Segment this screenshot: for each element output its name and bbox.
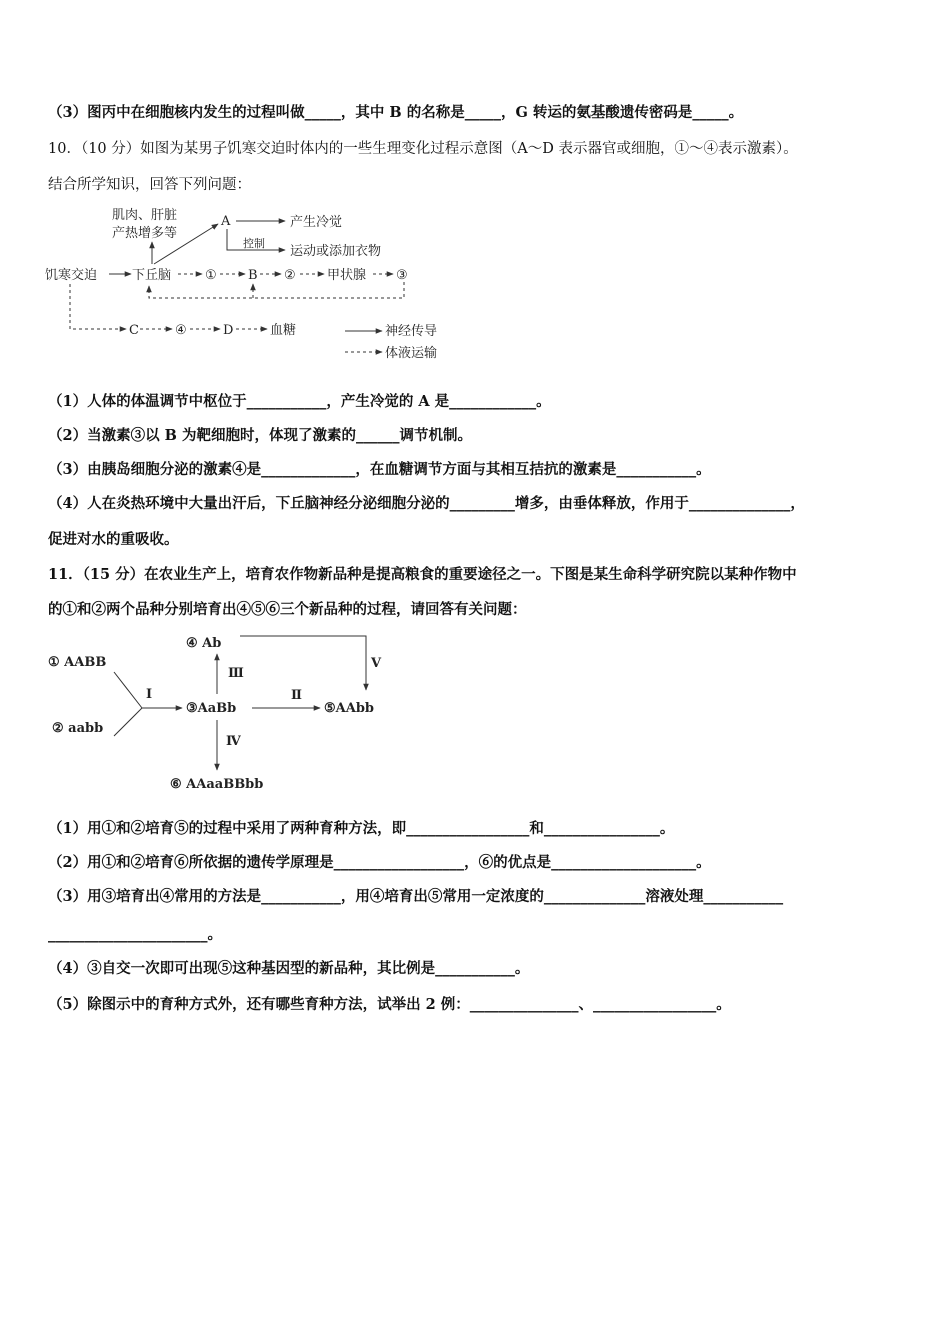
hormone-3: ③ xyxy=(396,268,408,283)
variety-6: ⑥ AAaaBBbb xyxy=(170,777,264,792)
blood-sugar-label: 血糖 xyxy=(270,323,297,338)
control-label: 控制 xyxy=(243,237,265,250)
q10-part3: （3）由胰岛细胞分泌的激素④是_____________，在血糖调节方面与其相互拮抗的激素是___________。 xyxy=(48,461,711,478)
q11-header: 11．（15 分）在农业生产上，培育农作物新品种是提高粮食的重要途径之一。下图是某生命科学研究院以某种作物中 xyxy=(48,566,797,583)
q11-part3: （3）用③培育出④常用的方法是___________，用④培育出⑤常用一定浓度的______________溶液处理___________ xyxy=(48,888,784,905)
route-5: Ⅴ xyxy=(371,656,382,671)
q11-part5: （5）除图示中的育种方式外，还有哪些育种方法，试举出 2 例：_______________、_________________。 xyxy=(48,996,731,1013)
hungry-cold-label: 饥寒交迫 xyxy=(45,268,98,283)
q11-part3-cont: ______________________。 xyxy=(48,926,222,943)
legend-fluid-label: 体液运输 xyxy=(385,346,438,361)
q10-header: 10．（10 分）如图为某男子饥寒交迫时体内的一些生理变化过程示意图（A～D 表示器官或细胞，①～④表示激素）。 xyxy=(48,141,798,157)
route-4: Ⅳ xyxy=(226,734,241,749)
route-3: Ⅲ xyxy=(228,666,244,681)
heat-increase-label: 产热增多等 xyxy=(112,226,178,241)
muscle-liver-label: 肌肉、肝脏 xyxy=(112,208,178,223)
thyroid-label: 甲状腺 xyxy=(327,268,367,283)
move-clothes-label: 运动或添加衣物 xyxy=(290,244,382,259)
variety-2: ② aabb xyxy=(52,721,104,736)
q11-header-cont: 的①和②两个品种分别培育出④⑤⑥三个新品种的过程，请回答有关问题： xyxy=(48,601,527,618)
variety-1: ① AABB xyxy=(48,655,107,670)
q10-part1: （1）人体的体温调节中枢位于___________，产生冷觉的 A 是____________。 xyxy=(48,393,551,410)
q10-header-cont: 结合所学知识，回答下列问题： xyxy=(48,177,251,193)
body-regulation-diagram xyxy=(40,200,460,368)
legend-nerve-label: 神经传导 xyxy=(385,324,438,339)
q9-part3: （3）图丙中在细胞核内发生的过程叫做_____，其中 B 的名称是_____，G 转运的氨基酸遗传密码是_____。 xyxy=(48,104,744,121)
hormone-1: ① xyxy=(205,268,217,283)
route-2: Ⅱ xyxy=(291,688,302,703)
route-1: Ⅰ xyxy=(146,687,153,702)
variety-3: ③AaBb xyxy=(186,701,237,716)
hypothalamus-label: 下丘脑 xyxy=(132,268,172,283)
cold-sensation-label: 产生冷觉 xyxy=(290,215,343,230)
node-C: C xyxy=(129,323,139,338)
q11-part2: （2）用①和②培育⑥所依据的遗传学原理是__________________，⑥的优点是____________________。 xyxy=(48,854,711,871)
variety-4: ④ Ab xyxy=(186,636,222,651)
variety-5: ⑤AAbb xyxy=(324,701,375,716)
hormone-2: ② xyxy=(284,268,296,283)
node-B: B xyxy=(248,268,258,283)
hormone-4: ④ xyxy=(175,323,187,338)
breeding-diagram xyxy=(44,628,404,796)
q11-part4: （4）③自交一次即可出现⑤这种基因型的新品种，其比例是___________。 xyxy=(48,960,530,977)
node-D: D xyxy=(223,323,234,338)
q10-part2: （2）当激素③以 B 为靶细胞时，体现了激素的______调节机制。 xyxy=(48,427,472,444)
q10-part4-cont: 促进对水的重吸收。 xyxy=(48,531,179,548)
q10-part4: （4）人在炎热环境中大量出汗后，下丘脑神经分泌细胞分泌的_________增多，由垂体释放，作用于______________， xyxy=(48,495,805,512)
q11-part1: （1）用①和②培育⑤的过程中采用了两种育种方法，即_________________和________________。 xyxy=(48,820,675,837)
node-A: A xyxy=(221,214,231,229)
